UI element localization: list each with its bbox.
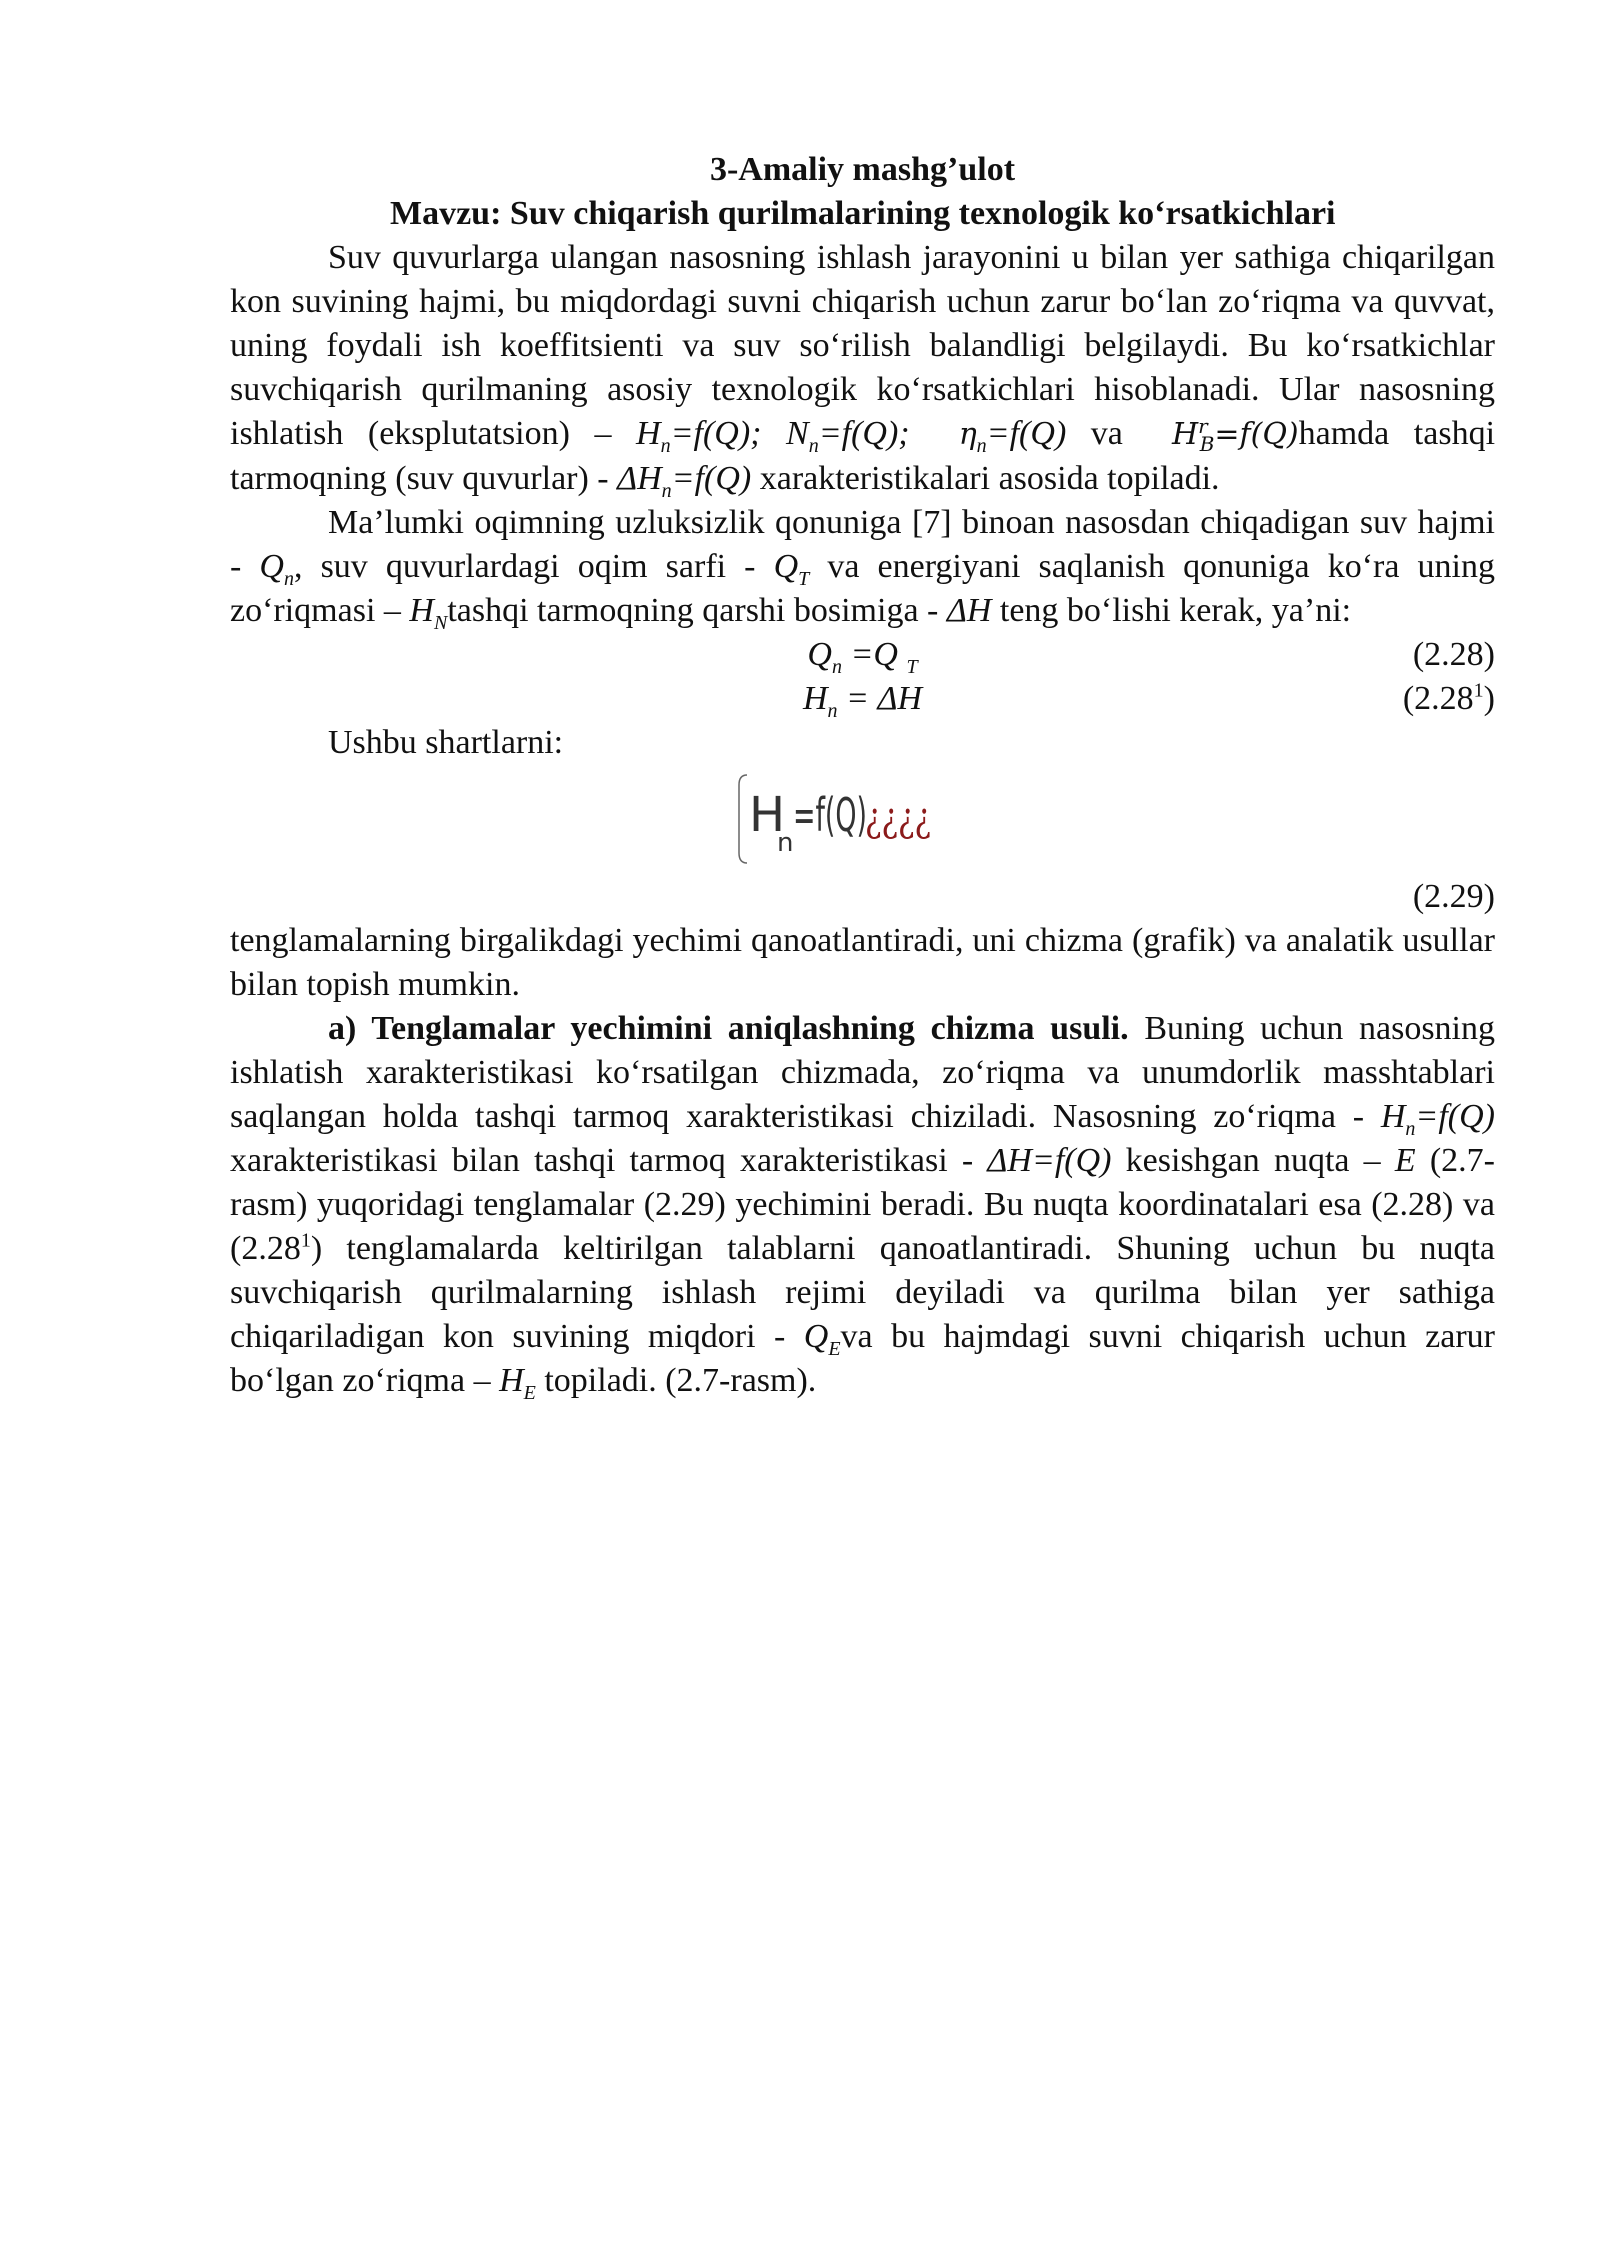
document-page — [230, 148, 1495, 1403]
topic-subtitle: Mavzu: Suv chiqarish qurilmalarining texnologik ko‘rsatkichlari — [390, 195, 1336, 232]
formula-2-29-graphic — [735, 769, 935, 869]
section-heading: a) Tenglamalar yechimini aniqlashning chizma usuli. — [328, 1010, 1129, 1047]
formula-main-symbol: H — [749, 787, 786, 843]
page-title: 3-Amaliy mashg’ulot — [709, 151, 1016, 188]
formula-image — [230, 765, 1495, 875]
paragraph-2: Ma’lumki oqimning uzluksizlik qonuniga [7] binoan nasosdan chiqadigan suv hajmi - $Q_n$, suv quvurlardagi oqim sarfi - $Q_T$ va energiyani saqlanish qonuniga ko‘ra uning zo‘riqmasi – $H_Ntashqi$ tarmoqning qarshi bosimiga - ΔH teng bo‘lishi kerak, ya’ni: — [230, 504, 1495, 634]
equation-2-28: $Q_n =Q$ $_T$ (2.28) — [230, 633, 1495, 677]
shartlar-line: Ushbu shartlarni: — [328, 724, 564, 761]
equation-number: (2.28) — [1412, 636, 1495, 673]
equation-number: (2.28$^1$) — [1402, 679, 1495, 717]
formula-garbled-glyphs: ¿¿¿¿ — [865, 795, 931, 841]
paragraph-1: Suv quvurlarga ulangan nasosning ishlash jarayonini u bilan yer sathiga chiqarilgan kon suvining hajmi, bu miqdordagi suvni chiqarish uchun zarur bo‘lan zo‘riqma va quvvat, uning foydali ish koeffitsienti va suv so‘rilish balandligi belgilaydi. Bu ko‘rsatkichlar suvchiqarish qurilmaning asosiy texnologik ko‘rsatkichlari hisoblanadi. Ular nasosning ishlatish (eksplutatsion) – $H_n=f(Q)$; $N_n=f(Q)$; $\eta_n=f(Q)$ va $H^r_B=f(Q)hamda$ tashqi tarmoqning (suv quvurlar) - $\Delta H_n=f(Q)$ xarakteristikalari asosida topiladi. — [230, 239, 1496, 502]
equation-2-28-1: $H_n = \Delta H$ (2.28$^1$) — [230, 677, 1495, 721]
inline-formula-hb: $H^r_B=f(Q)$ — [1171, 414, 1299, 456]
paragraph-4: a) Tenglamalar yechimini aniqlashning chizma usuli. Buning uchun nasosning ishlatish xarakteristikasi ko‘rsatilgan chizmada, zo‘riqma va unumdorlik masshtablari saqlangan holda tashqi tarmoq xarakteristikasi chiziladi. Nasosning zo‘riqma - $H_n=f(Q)$ xarakteristikasi bilan tashqi tarmoq xarakteristikasi - ΔH=f(Q) kesishgan nuqta – E (2.7-rasm) yuqoridagi tenglamalar (2.29) yechimini beradi. Bu nuqta koordinatalari esa (2.28) va (2.28$^1$) tenglamalarda keltirilgan talablarni qanoatlantiradi. Shuning uchun bu nuqta suvchiqarish qurilmalarning ishlash rejimi deyiladi va qurilma bilan yer sathiga chiqariladigan kon suvining miqdori - $Q_Eva$ bu hajmdagi suvni chiqarish uchun zarur bo‘lgan zo‘riqma – $H_E$ topiladi. (2.7-rasm). — [230, 1010, 1495, 1404]
equation-2-29 — [230, 875, 1495, 919]
equation-number: (2.29) — [1412, 878, 1495, 915]
paragraph-3: tenglamalarning birgalikdagi yechimi qanoatlantiradi, uni chizma (grafik) va analatik usullar bilan topish mumkin. — [230, 922, 1495, 1003]
formula-subscript: n — [777, 828, 794, 858]
formula-rest: =f(Q) — [793, 788, 867, 842]
